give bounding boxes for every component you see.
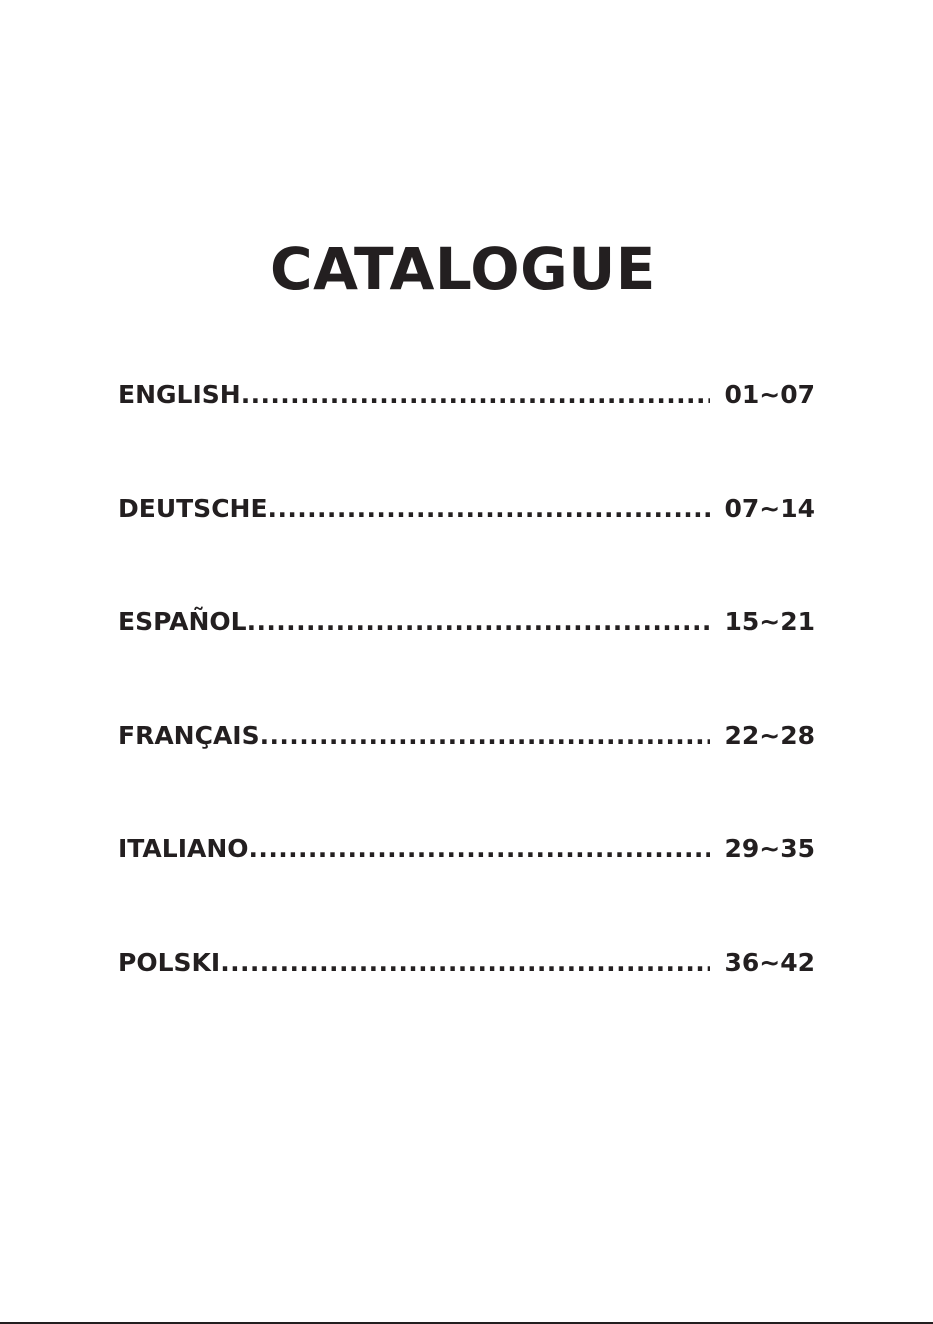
- page-title: CATALOGUE: [270, 235, 656, 303]
- toc-entry-english[interactable]: [118, 378, 815, 412]
- dot-leader: [247, 605, 711, 639]
- dot-leader: [260, 719, 711, 753]
- toc-entry-pages: 29~35: [724, 834, 815, 864]
- toc-entry-pages: 01~07: [724, 380, 815, 409]
- dot-leader: [268, 492, 711, 526]
- toc-entry-label: ITALIANO: [118, 834, 249, 864]
- toc-entry-pages: 15~21: [724, 607, 815, 637]
- toc-entry-pages: 36~42: [724, 947, 815, 977]
- table-of-contents: [118, 378, 815, 1060]
- dot-leader: [220, 946, 710, 980]
- toc-entry-label: ENGLISH: [118, 380, 241, 409]
- toc-entry-polski[interactable]: [118, 946, 815, 980]
- toc-entry-espanol[interactable]: [118, 605, 815, 639]
- toc-entry-francais[interactable]: [118, 719, 815, 753]
- toc-entry-label: FRANÇAIS: [118, 720, 260, 750]
- toc-entry-italiano[interactable]: [118, 832, 815, 866]
- toc-entry-label: DEUTSCHE: [118, 493, 268, 523]
- toc-entry-pages: 22~28: [724, 720, 815, 750]
- toc-entry-deutsche[interactable]: [118, 492, 815, 526]
- dot-leader: [241, 378, 711, 412]
- dot-leader: [249, 832, 711, 866]
- toc-entry-label: POLSKI: [118, 947, 221, 977]
- toc-entry-pages: 07~14: [724, 493, 815, 523]
- toc-entry-label: ESPAÑOL: [118, 607, 247, 637]
